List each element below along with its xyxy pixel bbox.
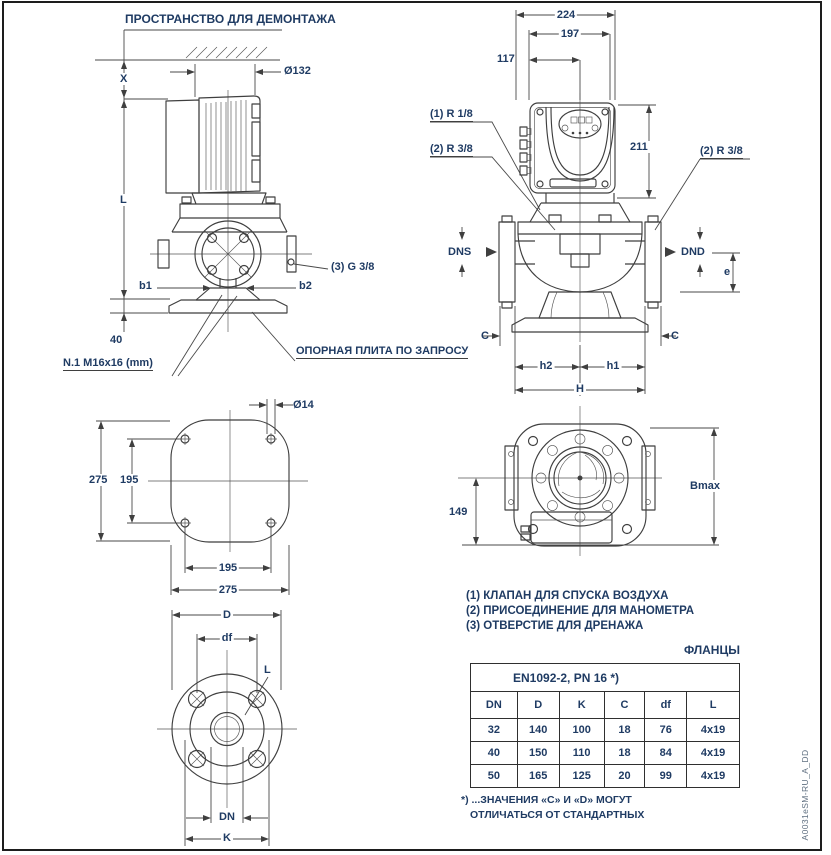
dim-195-left-label: 195 — [120, 474, 139, 486]
table-cell: 18 — [604, 742, 645, 765]
dim-d-label: D — [223, 609, 231, 621]
dim-211-label: 211 — [630, 141, 648, 153]
footnote-line-1: *) ...ЗНАЧЕНИЯ «С» И «D» МОГУТ — [461, 794, 632, 806]
table-cell: 20 — [604, 765, 645, 788]
dim-149-label: 149 — [449, 506, 468, 518]
dim-k-label: K — [223, 832, 231, 844]
dim-bmax-label: Bmax — [690, 480, 720, 492]
col-c: C — [604, 692, 645, 719]
col-k: K — [559, 692, 604, 719]
drain-port-label: (3) G 3/8 — [331, 261, 375, 273]
dim-c-left-label: C — [481, 330, 489, 342]
dim-197-label: 197 — [560, 28, 580, 40]
motor-diameter-label: Ø132 — [284, 65, 311, 77]
flange-dimensions-table — [470, 663, 740, 788]
dim-b2-label: b2 — [299, 280, 312, 292]
front-view-linework — [430, 10, 750, 396]
dim-275-bottom-label: 275 — [218, 584, 238, 596]
table-cell: 32 — [471, 719, 518, 742]
legend-item-drain: (3) ОТВЕРСТИЕ ДЛЯ ДРЕНАЖА — [466, 620, 644, 632]
col-d: D — [517, 692, 559, 719]
dismantling-space-note: ПРОСТРАНСТВО ДЛЯ ДЕМОНТАЖА — [125, 12, 336, 26]
table-cell: 4x19 — [687, 742, 740, 765]
cable-glands — [520, 127, 531, 175]
discharge-flange — [645, 222, 661, 302]
hatching — [186, 47, 267, 58]
dim-224-label: 224 — [556, 9, 576, 21]
motor-fins — [206, 100, 246, 191]
air-valve-port-label: (1) R 1/8 — [430, 108, 473, 122]
table-cell: 100 — [559, 719, 604, 742]
gauge-port-left-label: (2) R 3/8 — [430, 143, 473, 157]
table-cell: 140 — [517, 719, 559, 742]
table-cell: 18 — [604, 719, 645, 742]
base-plate-view-linework — [96, 399, 308, 595]
flanges-title: ФЛАНЦЫ — [683, 643, 740, 657]
dim-c-right-label: C — [671, 330, 679, 342]
dim-bolt-l-label: L — [264, 664, 271, 676]
table-cell: 4x19 — [687, 719, 740, 742]
col-dn: DN — [471, 692, 518, 719]
dim-b1-label: b1 — [139, 280, 152, 292]
table-standard-row — [471, 664, 740, 692]
footnote-line-2: ОТЛИЧАТЬСЯ ОТ СТАНДАРТНЫХ — [470, 809, 645, 821]
table-cell: 50 — [471, 765, 518, 788]
legend-item-air-valve: (1) КЛАПАН ДЛЯ СПУСКА ВОЗДУХА — [466, 590, 669, 602]
pump-side-outline — [158, 96, 296, 313]
table-row — [471, 719, 740, 742]
table-cell: 84 — [645, 742, 687, 765]
table-row — [471, 765, 740, 788]
document-code: A0031eSM-RU_A_DD — [800, 749, 810, 841]
dim-l-label: L — [120, 194, 127, 206]
table-cell: 76 — [645, 719, 687, 742]
dim-h1-label: h1 — [606, 360, 620, 372]
table-standard-cell: EN1092-2, PN 16 *) — [471, 664, 740, 692]
col-df: df — [645, 692, 687, 719]
table-cell: 4x19 — [687, 765, 740, 788]
dim-x-label: X — [120, 73, 128, 85]
table-cell: 125 — [559, 765, 604, 788]
dim-40-label: 40 — [110, 334, 123, 346]
col-l: L — [687, 692, 740, 719]
suction-flange — [499, 222, 515, 302]
discharge-label: DND — [681, 246, 705, 258]
table-cell: 165 — [517, 765, 559, 788]
table-cell: 110 — [559, 742, 604, 765]
table-header-row — [471, 692, 740, 719]
support-plate-note: ОПОРНАЯ ПЛИТА ПО ЗАПРОСУ — [296, 345, 468, 359]
table-cell: 150 — [517, 742, 559, 765]
dim-195-bottom-label: 195 — [218, 562, 238, 574]
anchor-bolt-note: N.1 M16x16 (mm) — [63, 357, 153, 371]
control-box — [520, 103, 615, 193]
hole-diameter-label: Ø14 — [293, 399, 314, 411]
dim-275-left-label: 275 — [89, 474, 108, 486]
top-view-linework — [458, 406, 719, 556]
dim-117-label: 117 — [497, 53, 515, 65]
table-row — [471, 742, 740, 765]
dim-h2-label: h2 — [539, 360, 553, 372]
plate-centerlines — [148, 410, 308, 552]
table-cell: 99 — [645, 765, 687, 788]
table-cell: 40 — [471, 742, 518, 765]
dim-df-label: df — [221, 632, 233, 644]
legend-item-gauge: (2) ПРИСОЕДИНЕНИЕ ДЛЯ МАНОМЕТРА — [466, 605, 695, 617]
dim-h-label: H — [576, 383, 584, 395]
suction-label: DNS — [448, 246, 472, 258]
gauge-port-right-label: (2) R 3/8 — [700, 145, 743, 159]
side-view-linework — [95, 30, 328, 376]
dim-e-label: e — [724, 266, 731, 278]
dim-dn-label: DN — [219, 811, 235, 823]
